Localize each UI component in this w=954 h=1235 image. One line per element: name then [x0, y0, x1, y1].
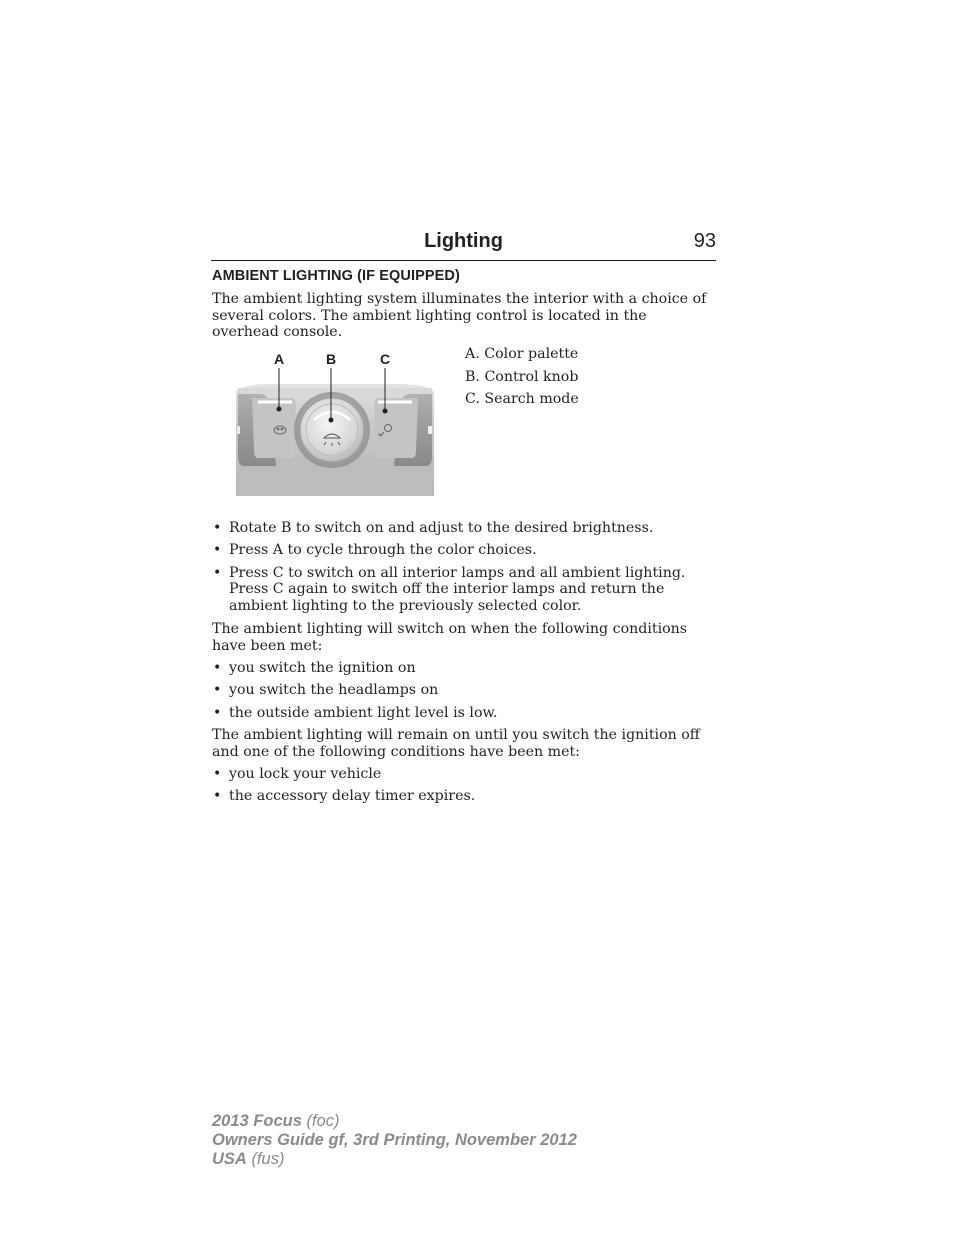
footer-edition: Owners Guide gf, 3rd Printing, November 2012	[212, 1131, 577, 1149]
page-header	[211, 228, 716, 261]
chapter-title: Lighting	[424, 230, 503, 252]
list-item: • the outside ambient light level is low.	[213, 704, 498, 721]
conditions-remain-paragraph: The ambient lighting will remain on until you switch the ignition off and one of the following conditions have been met:	[212, 727, 700, 760]
conditions-on-list	[212, 660, 712, 727]
list-item: • you lock your vehicle	[213, 766, 382, 782]
section-heading: AMBIENT LIGHTING (IF EQUIPPED)	[212, 268, 460, 284]
bullet-text: Press C to switch on all interior lamps and all ambient lighting. Press C again to switch off the interior lamps and return the ambient lighting to the previously selected color.	[229, 564, 686, 614]
callout-a: A	[273, 351, 285, 367]
footer-market-code: (fus)	[251, 1150, 285, 1168]
footer-model: 2013 Focus	[212, 1112, 302, 1130]
footer-market: USA	[212, 1150, 247, 1168]
legend-item: A. Color palette	[465, 346, 579, 362]
list-item: • you switch the headlamps on	[213, 682, 439, 699]
document-footer	[212, 1112, 577, 1169]
page-number: 93	[693, 230, 716, 252]
list-item: • Rotate B to switch on and adjust to the desired brightness.	[213, 520, 654, 536]
conditions-on-paragraph: The ambient lighting will switch on when the following conditions have been met:	[212, 621, 688, 654]
list-item: • Press C to switch on all interior lamps and all ambient lighting. Press C again to switch off the interior lamps and return the ambient lighting to the previously selected color.	[213, 564, 686, 614]
footer-model-code: (foc)	[306, 1112, 340, 1130]
legend-item: C. Search mode	[465, 391, 579, 407]
callout-b: B	[325, 351, 337, 367]
overhead-console-illustration	[232, 346, 438, 500]
bullet-text: Press A to cycle through the color choices.	[229, 542, 537, 559]
footer-line-model	[212, 1112, 577, 1131]
usage-bullet-list	[212, 520, 712, 620]
list-item: • you switch the ignition on	[213, 660, 416, 676]
figure-legend	[465, 346, 579, 414]
callout-c: C	[379, 351, 391, 367]
footer-line-market	[212, 1150, 577, 1169]
legend-item: B. Control knob	[465, 368, 579, 385]
bullet-text: Rotate B to switch on and adjust to the desired brightness.	[229, 520, 654, 536]
list-item: • Press A to cycle through the color choices.	[213, 542, 537, 559]
bullet-text: you switch the headlamps on	[229, 682, 439, 699]
overhead-console-drawing	[232, 346, 438, 500]
intro-paragraph: The ambient lighting system illuminates the interior with a choice of several colors. The ambient lighting control is located in the overhead console.	[212, 291, 707, 341]
bullet-text: you lock your vehicle	[229, 766, 382, 782]
bullet-text: you switch the ignition on	[229, 660, 416, 676]
footer-line-edition	[212, 1131, 577, 1150]
conditions-remain-list	[212, 766, 712, 811]
bullet-text: the outside ambient light level is low.	[229, 704, 498, 721]
list-item: • the accessory delay timer expires.	[213, 788, 476, 805]
bullet-text: the accessory delay timer expires.	[229, 788, 476, 805]
